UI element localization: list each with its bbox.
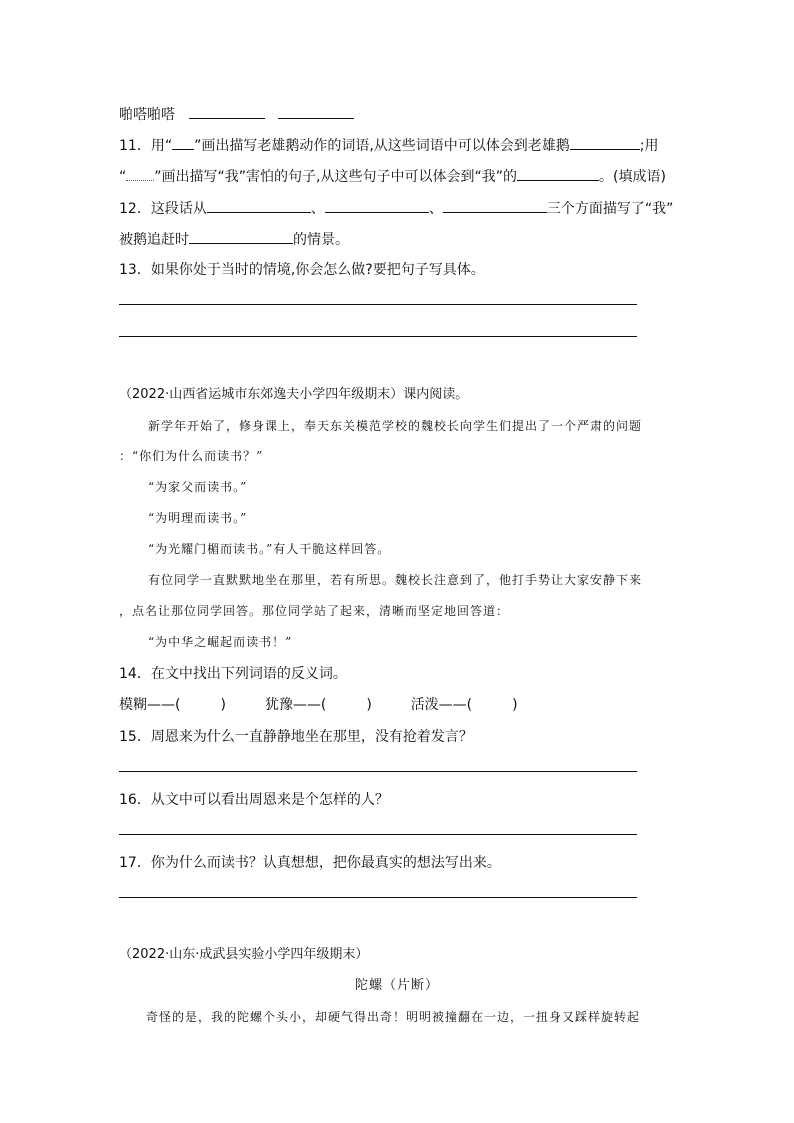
passage-2-p1-line2: ：“你们为什么而读书？” [119,449,264,463]
passage-2-p1-line1: 新学年开始了，修身课上，奉天东关模范学校的魏校长向学生们提出了一个严肃的问题 [148,419,643,433]
onomatopoeia-text: 啪嗒啪嗒 [119,107,175,123]
passage-2-p4: “为光耀门楣而读书。”有人干脆这样回答。 [148,542,391,556]
answer-blank[interactable] [207,198,311,213]
q12-sep: 、 [428,201,443,217]
antonym-item: 活泼——( [410,697,473,713]
q12-text-c: 被鹅追赶时 [119,232,189,248]
q12-text-a: 12．这段话从 [119,201,207,217]
question-12-line2 [119,229,349,250]
answer-line[interactable] [119,771,637,772]
passage-3-p1-line1: 奇怪的是，我的陀螺个头小，却硬气得出奇！明明被撞翻在一边，一扭身又踩样旋转起 [146,1010,641,1024]
antonym-close: ) [220,697,226,713]
answer-blank[interactable] [443,198,547,213]
passage-3-title: 陀螺（片断） [354,978,439,993]
passage-2-p5-line2: ，点名让那位同学回答。那位同学站了起来，清晰而坚定地回答道： [119,604,510,618]
section-2-source: （2022·山西省运城市东郊逸夫小学四年级期末）课内阅读。 [119,387,469,402]
q11-text-d: “ [119,169,127,185]
question-13: 13．如果你处于当时的情境,你会怎么做?要把句子写具体。 [119,262,485,278]
question-14: 14．在文中找出下列词语的反义词。 [119,666,347,682]
passage-2-p6: “为中华之崛起而读书！” [148,635,293,649]
answer-line[interactable] [119,304,637,305]
q12-text-b: 三个方面描写了“我” [546,201,674,217]
question-11-line2 [119,166,666,187]
passage-2-p3: “为明理而读书。” [148,511,248,525]
answer-blank[interactable] [278,104,354,119]
answer-blank[interactable] [570,135,640,150]
answer-blank[interactable] [517,166,599,181]
answer-line[interactable] [119,897,637,898]
q11-text-e: ”画出描写“我”害怕的句子,从这些句子中可以体会到“我”的 [154,169,517,185]
antonym-close: ) [512,697,518,713]
onomatopoeia-line [119,104,354,125]
question-16: 16．从文中可以看出周恩来是个怎样的人？ [119,792,389,808]
answer-line[interactable] [119,336,637,337]
section-3-source: （2022·山东·成武县实验小学四年级期末） [119,947,369,962]
antonym-row [119,695,518,715]
question-17: 17．你为什么而读书？认真想想，把你最真实的想法写出来。 [119,855,501,871]
question-15: 15．周恩来为什么一直静静地坐在那里，没有抢着发言？ [119,729,473,745]
q11-text-a: 11．用“ [119,138,173,154]
q11-text-b: ”画出描写老雄鹅动作的词语,从这些词语中可以体会到老雄鹅 [194,138,570,154]
antonym-item: 模糊——( [119,697,181,713]
q11-text-c: ;用 [639,138,659,154]
answer-blank[interactable] [189,104,265,119]
underline-sample [172,135,194,150]
question-12-line1 [119,198,673,219]
passage-2-p5-line1: 有位同学一直默默地坐在那里，若有所思。魏校长注意到了，他打手势让大家安静下来 [148,573,643,587]
answer-blank[interactable] [325,198,429,213]
question-11-line1 [119,135,659,156]
answer-line[interactable] [119,834,637,835]
q12-text-d: 的情景。 [293,232,349,248]
passage-2-p2: “为家父而读书。” [148,480,248,494]
antonym-close: ) [366,697,372,713]
wavy-underline-sample [126,168,154,181]
antonym-item: 犹豫——( [264,697,327,713]
answer-blank[interactable] [189,229,293,244]
q12-sep: 、 [310,201,325,217]
q11-text-f: 。(填成语) [598,169,666,185]
